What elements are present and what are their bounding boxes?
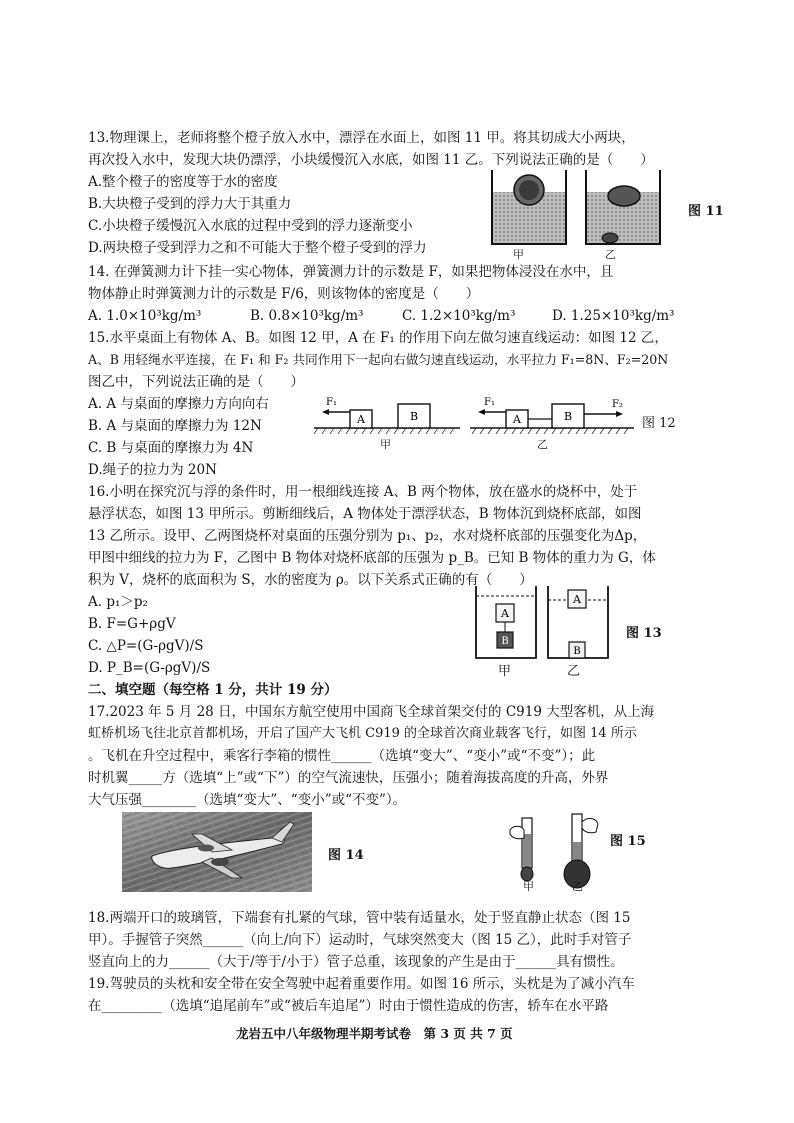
q14-option-a: A. 1.0×10³kg/m³: [88, 308, 202, 324]
fig13-jia-label-b: B: [501, 636, 509, 647]
q19-line1: 19.驾驶员的头枕和安全带在安全驾驶中起着重要作用。如图 16 所示，头枕是为了减小汽车: [88, 976, 635, 992]
fig12-jia-label-b: B: [409, 410, 419, 423]
fig11-caption: 图 11: [688, 204, 724, 219]
q16-line3: 13 乙所示。设甲、乙两图烧杯对桌面的压强分别为 p₁、p₂，水对烧杯底部的压强变化为Δp，: [88, 528, 647, 544]
q17-line1: 17.2023 年 5 月 28 日，中国东方航空使用中国商飞全球首架交付的 C919 大型客机，从上海: [88, 704, 655, 720]
fig13-yi-label-a: A: [573, 593, 581, 606]
large-orange-piece: [608, 186, 640, 206]
q18-line1: 18.两端开口的玻璃管，下端套有扎紧的气球，管中装有适量水，处于竖直静止状态（图 15: [88, 910, 631, 926]
q13-line1: 13.物理课上，老师将整个橙子放入水中，漂浮在水面上，如图 11 甲。将其切成大小两块，: [88, 130, 635, 146]
q15-line1: 15.水平桌面上有物体 A、B。如图 12 甲，A 在 F₁ 的作用下向左做匀速直线运动：如图 12 乙，: [88, 330, 668, 346]
figure-12-yi: [468, 392, 636, 442]
q13-option-a: A.整个橙子的密度等于水的密度: [88, 174, 278, 190]
fig15-label-jia: 甲: [523, 880, 534, 893]
fig12-label-jia: 甲: [380, 438, 391, 451]
q15-option-d: D.绳子的拉力为 20N: [88, 462, 217, 478]
q14-option-d: D. 1.25×10³kg/m³: [552, 308, 675, 324]
q16-line4: 甲图中细线的拉力为 F，乙图中 B 物体对烧杯底部的压强为 p_B。已知 B 物体的重力为 G，体: [88, 550, 656, 566]
q18-line3: 竖直向上的力______（大于/等于/小于）管子总重，该现象的产生是由于______具有惯性。: [88, 954, 624, 970]
q15-option-a: A. A 与桌面的摩擦力方向向右: [88, 396, 269, 412]
tube-jia: [510, 818, 533, 881]
figure-15-tubes: [502, 812, 602, 894]
fig14-caption: 图 14: [328, 848, 364, 863]
fig13-label-yi: 乙: [567, 664, 581, 679]
q19-line2: 在_________（选填“追尾前车”或“被后车追尾”）时由于惯性造成的伤害，轿车在水平路: [88, 998, 609, 1014]
fig12-label-yi: 乙: [537, 438, 548, 451]
q15-line2: A、B 用轻绳水平连接，在 F₁ 和 F₂ 共同作用下一起向右做匀速直线运动，水平拉力 F₁=8N、F₂=20N: [88, 352, 669, 367]
q18-line2: 甲）。手握管子突然______（向上/向下）运动时，气球突然变大（图 15 乙），此时手对管子: [88, 932, 632, 948]
q14-option-b: B. 0.8×10³kg/m³: [250, 308, 364, 324]
q16-option-d: D. P_B=(G-ρgV)/S: [88, 660, 211, 676]
q17-line2: 虹桥机场飞往北京首都机场，开启了国产大飞机 C919 的全球首次商业载客飞行，如图 14 所示: [88, 726, 637, 741]
figure-13-beakers: [470, 584, 620, 664]
fig12-yi-force-f2: F₂: [612, 399, 623, 410]
figure-11-beakers: [486, 166, 686, 258]
tube-yi: [564, 814, 598, 888]
fig12-jia-force-f1: F₁: [326, 397, 337, 408]
fig12-jia-label-a: A: [357, 413, 365, 426]
fig11-label-jia: 甲: [513, 248, 524, 261]
fig11-label-yi: 乙: [605, 248, 616, 261]
q16-option-c: C. △P=(G-ρgV)/S: [88, 638, 204, 654]
fig15-caption: 图 15: [610, 834, 646, 849]
fig13-jia-label-a: A: [501, 607, 509, 620]
q14-line2: 物体静止时弹簧测力计的示数是 F/6，则该物体的密度是（ ）: [88, 286, 480, 302]
beaker-jia: [492, 170, 566, 244]
figure-12-jia: [312, 392, 462, 442]
q13-line2: 再次投入水中，发现大块仍漂浮，小块缓慢沉入水底，如图 11 乙。下列说法正确的是（ ）: [88, 152, 654, 168]
beaker-yi: [586, 170, 660, 244]
q16-option-a: A. p₁＞p₂: [88, 594, 148, 610]
q17-line5: 大气压强________（选填“变大”、“变小”或“不变”）。: [88, 792, 407, 808]
q14-option-c: C. 1.2×10³kg/m³: [402, 308, 516, 324]
q15-option-b: B. A 与桌面的摩擦力为 12N: [88, 418, 262, 434]
figure-14-airplane-photo: [122, 812, 312, 892]
small-orange-piece: [602, 233, 618, 243]
fig12-yi-label-b: B: [563, 410, 573, 423]
q16-line1: 16.小明在探究沉与浮的条件时，用一根细线连接 A、B 两个物体，放在盛水的烧杯中，处于: [88, 484, 638, 500]
q17-line3: 。飞机在升空过程中，乘客行李箱的惯性______（选填“变大”、“变小”或“不变”）；此: [88, 748, 596, 764]
q15-line3: 图乙中，下列说法正确的是（ ）: [88, 374, 304, 390]
q17-line4: 时机翼_____方（选填“上”或“下”）的空气流速快，压强小；随着海拔高度的升高，外界: [88, 770, 609, 786]
q16-line2: 悬浮状态，如图 13 甲所示。剪断细线后，A 物体处于漂浮状态，B 物体沉到烧杯底部，如图: [88, 506, 642, 522]
fig13-yi-label-b: B: [573, 646, 581, 657]
q13-option-b: B.大块橙子受到的浮力大于其重力: [88, 196, 292, 212]
fig12-yi-force-f1: F₁: [484, 397, 495, 408]
fig13-label-jia: 甲: [498, 664, 512, 679]
fig12-yi-label-a: A: [513, 413, 521, 426]
q16-line5: 积为 V，烧杯的底面积为 S，水的密度为 ρ。以下关系式正确的有（ ）: [88, 572, 533, 588]
fig13-caption: 图 13: [626, 626, 662, 641]
q13-option-c: C.小块橙子缓慢沉入水底的过程中受到的浮力逐渐变小: [88, 218, 413, 234]
fig12-caption: 图 12: [642, 416, 676, 431]
fig15-label-yi: 乙: [572, 880, 583, 893]
q13-option-d: D.两块橙子受到浮力之和不可能大于整个橙子受到的浮力: [88, 240, 427, 256]
page-footer: 龙岩五中八年级物理半期考试卷 第 3 页 共 7 页: [236, 1026, 513, 1041]
q14-line1: 14. 在弹簧测力计下挂一实心物体，弹簧测力计的示数是 F，如果把物体浸没在水中，且: [88, 264, 614, 280]
q15-option-c: C. B 与桌面的摩擦力为 4N: [88, 440, 254, 456]
section-2-heading: 二、填空题（每空格 1 分，共计 19 分）: [88, 682, 338, 698]
q16-option-b: B. F=G+ρgV: [88, 616, 176, 632]
